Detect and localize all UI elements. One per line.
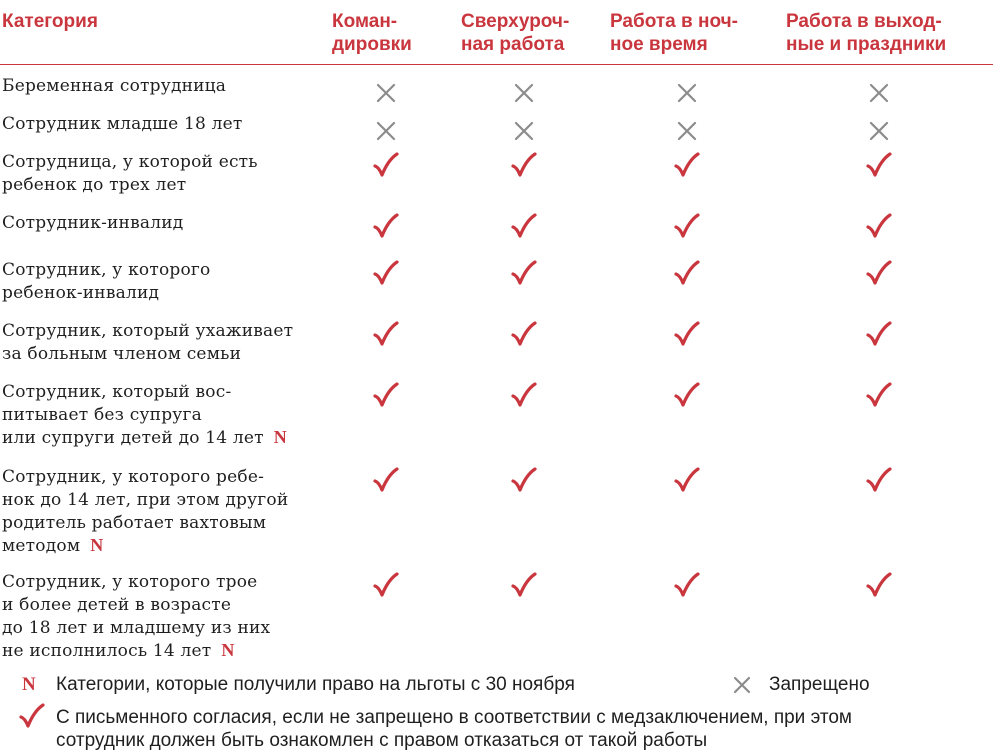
consent-checkmark-icon-trips [372, 381, 400, 409]
forbidden-legend-icon [733, 676, 751, 700]
row-category-label [2, 212, 322, 235]
consent-checkmark-icon-trips [372, 259, 400, 287]
consent-checkmark-icon-overtime [510, 151, 538, 179]
consent-checkmark-icon-overtime [510, 212, 538, 240]
consent-checkmark-icon-night [673, 212, 701, 240]
consent-legend-text: С письменного согласия, если не запрещено в соответствии с медзаключением, при этом сотрудник должен быть ознакомлен с правом отказаться от такой работы [56, 707, 852, 751]
row-category-label [2, 259, 322, 305]
note-marker: N [221, 640, 235, 660]
consent-checkmark-icon-overtime [510, 571, 538, 599]
row-category-label [2, 75, 322, 98]
consent-checkmark-icon-overtime [510, 320, 538, 348]
consent-checkmark-icon-night [673, 151, 701, 179]
forbidden-cross-icon-trips [372, 117, 400, 145]
header-weekend-work: Работа в выход- ные и праздники [786, 11, 947, 55]
row-category-label [2, 381, 322, 450]
row-category-text: Сотрудник, у которого трое и более детей в возрасте до 18 лет и младшему из них не исполнилось 14 лет [2, 572, 271, 661]
row-category-label [2, 320, 322, 366]
consent-checkmark-icon-trips [372, 466, 400, 494]
forbidden-cross-icon-overtime [510, 79, 538, 107]
consent-checkmark-icon-night [673, 381, 701, 409]
consent-checkmark-icon-weekends [865, 259, 893, 287]
consent-checkmark-icon-overtime [510, 381, 538, 409]
row-category-label [2, 113, 322, 136]
consent-checkmark-icon-weekends [865, 466, 893, 494]
consent-checkmark-icon-trips [372, 212, 400, 240]
consent-checkmark-icon-overtime [510, 259, 538, 287]
row-category-text: Сотрудник, у которого ребе- нок до 14 лет, при этом другой родитель работает вахтовым методом [2, 467, 289, 556]
consent-checkmark-icon-trips [372, 151, 400, 179]
row-category-label [2, 151, 322, 197]
consent-checkmark-icon-trips [372, 320, 400, 348]
consent-checkmark-icon-weekends [865, 212, 893, 240]
row-category-text: Сотрудница, у которой есть ребенок до трех лет [2, 152, 258, 195]
header-business-trips: Коман- дировки [332, 11, 412, 55]
consent-checkmark-icon-weekends [865, 320, 893, 348]
row-category-text: Сотрудник-инвалид [2, 213, 184, 233]
header-category: Категория [2, 11, 98, 32]
checkmark-legend-icon [18, 702, 46, 736]
forbidden-cross-icon-overtime [510, 117, 538, 145]
row-category-text: Беременная сотрудница [2, 76, 227, 96]
forbidden-legend-text: Запрещено [769, 674, 870, 695]
forbidden-cross-icon-night [673, 117, 701, 145]
note-marker: N [273, 427, 287, 447]
forbidden-cross-icon-weekends [865, 79, 893, 107]
row-category-text: Сотрудник, у которого ребенок-инвалид [2, 260, 211, 303]
note-marker: N [90, 535, 104, 555]
row-category-text: Сотрудник, который ухаживает за больным членом семьи [2, 321, 294, 364]
consent-checkmark-icon-weekends [865, 571, 893, 599]
row-category-label [2, 466, 322, 558]
consent-checkmark-icon-trips [372, 571, 400, 599]
forbidden-cross-icon-weekends [865, 117, 893, 145]
consent-checkmark-icon-night [673, 571, 701, 599]
header-night-work: Работа в ноч- ное время [610, 11, 738, 55]
consent-checkmark-icon-overtime [510, 466, 538, 494]
consent-checkmark-icon-night [673, 320, 701, 348]
consent-checkmark-icon-weekends [865, 381, 893, 409]
row-category-label [2, 571, 322, 663]
table-header [0, 0, 993, 65]
header-overtime: Сверхуроч- ная работа [461, 11, 570, 55]
forbidden-cross-icon-night [673, 79, 701, 107]
note-legend-icon: N [22, 674, 36, 695]
note-legend-text: Категории, которые получили право на льготы с 30 ноября [56, 674, 575, 695]
consent-checkmark-icon-weekends [865, 151, 893, 179]
row-category-text: Сотрудник, который вос- питывает без супруга или супруги детей до 14 лет [2, 382, 264, 448]
row-category-text: Сотрудник младше 18 лет [2, 114, 243, 134]
consent-checkmark-icon-night [673, 466, 701, 494]
consent-checkmark-icon-night [673, 259, 701, 287]
forbidden-cross-icon-trips [372, 79, 400, 107]
